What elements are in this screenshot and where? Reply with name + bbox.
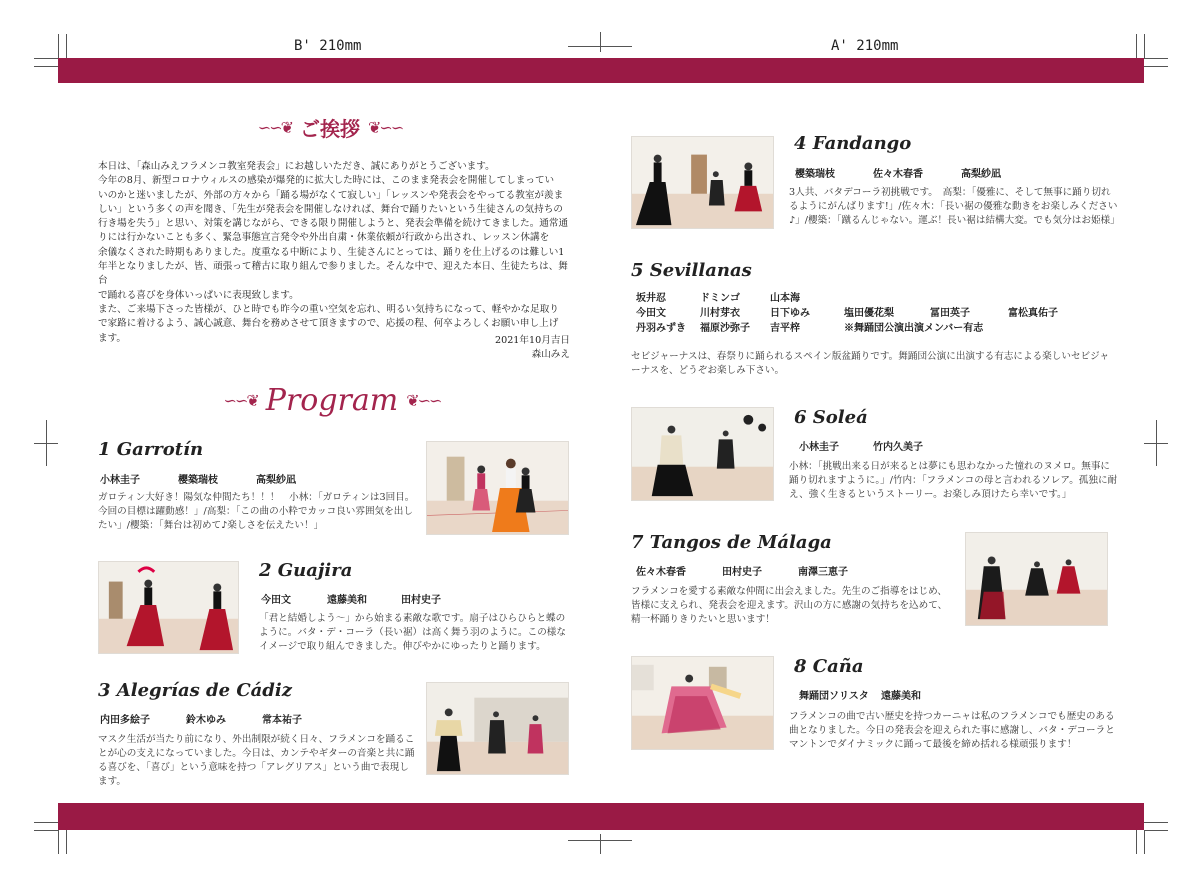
section-title-8: 8 Caña <box>794 656 864 677</box>
section-title-1: 1 Garrotín <box>98 439 203 460</box>
crop-mark <box>1144 66 1168 67</box>
performer: 高梨紗凪 <box>256 475 296 486</box>
crop-mark <box>1144 58 1168 59</box>
greeting-line: りには行かないことも多く、緊急事態宣言発令や外出自粛・休業依頼が行政から出され、レッスン休講を <box>98 232 550 244</box>
photo-solea <box>631 407 774 501</box>
photo-fandango <box>631 136 774 229</box>
performer: 竹内久美子 <box>873 442 923 453</box>
greeting-heading <box>230 113 430 141</box>
crop-mark <box>600 834 601 854</box>
section-title-4: 4 Fandango <box>794 133 911 154</box>
performer-row <box>636 291 1058 306</box>
crop-mark <box>46 420 47 466</box>
description-8: フラメンコの曲で古い歴史を持つカーニャは私のフラメンコでも歴史のある曲となりました。今日の発表会を迎えられた事に感謝し、バタ・デコーラとマントンでダイナミックに踊って最後を締め括れる様頑張ります！ <box>789 711 1115 750</box>
crop-mark <box>1144 822 1168 823</box>
crop-mark <box>34 66 58 67</box>
section-title-2: 2 Guajira <box>259 560 352 581</box>
performers-1 <box>100 471 296 486</box>
photo-guajira <box>98 561 239 654</box>
greeting-line: ます。 <box>98 332 127 344</box>
crop-mark <box>66 830 67 854</box>
performer: 内田多絵子 <box>100 715 150 726</box>
greeting-signer: 森山みえ <box>531 349 570 361</box>
performer: 南澤三恵子 <box>798 567 848 578</box>
description-5: セビジャーナスは、春祭りに踊られるスペイン版盆踊りです。舞踊団公演に出演する有志による楽しいセビジャーナスを、どうぞお楽しみ下さい。 <box>631 351 1110 376</box>
performer: 川村芽衣 <box>700 308 740 319</box>
crop-mark <box>34 822 58 823</box>
performer: 遠藤美和 <box>881 691 921 702</box>
performer: 小林圭子 <box>100 475 140 486</box>
performer: 遠藤美和 <box>327 595 367 606</box>
performer: 鈴木ゆみ <box>186 715 226 726</box>
description-7: フラメンコを愛する素敵な仲間に出会えました。先生のご指導をはじめ、皆様に支えられ、発表会を迎えます。沢山の方に感謝の気持ちを込めて、精一杯踊りきりたいと思います！ <box>631 586 948 625</box>
performer: 丹羽みずき <box>636 323 686 334</box>
left-ornament-icon: ∽∽❦ <box>257 117 292 137</box>
greeting-line: しい」という多くの声を聞き、「先生が発表会を開催しなければ、舞台で踊りたいという生徒さんの気持ちの <box>98 203 563 215</box>
performers-5 <box>636 291 1058 336</box>
section-title-5: 5 Sevillanas <box>631 260 752 281</box>
performer: 吉平梓 <box>770 323 800 334</box>
section-title-6: 6 Soleá <box>794 407 868 428</box>
performer: 櫻築瑞枝 <box>178 475 218 486</box>
crop-mark <box>58 830 59 854</box>
greeting-line: 年半となりましたが、皆、頑張って稽古に取り組んで参りました。そんな中で、迎えた本日、生徒たちは、舞台 <box>98 261 568 287</box>
description-1: ガロティン大好き！陽気な仲間たち！！！ 小林：「ガロティンは3回目。今回の目標は躍動感！」/高梨：「この曲の小粋でカッコ良い雰囲気を出したい」/櫻築：「舞台は初めて♪楽しさを伝えたい！」 <box>98 492 415 531</box>
description-6: 小林：「挑戦出来る日が来るとは夢にも思わなかった憧れのヌメロ。無事に踊り切れますように。」/竹内：「フラメンコの母と言われるソレア。孤独に耐え、強く生きるというストーリー。お楽しみ頂けたら幸いです。」 <box>789 461 1118 500</box>
performer: 塩田優花梨 <box>844 308 894 319</box>
performer: 櫻築瑞枝 <box>795 169 835 180</box>
right-ornament-icon: ❦∽∽ <box>406 390 441 410</box>
description-4: 3人共、バタデコーラ初挑戦です。 高梨：「優雅に、そして無事に踊り切れるようにがんばります!」/佐々木：「長い裾の優雅な動きをお楽しみください♪」/櫻築：「蹴るんじゃない。運ぶ！長い裾は結構大変。でも気分はお姫様」 <box>789 187 1120 226</box>
crop-mark <box>1136 830 1137 854</box>
performer: 今田文 <box>636 308 666 319</box>
performer: 舞踊団ソリスタ <box>799 691 869 702</box>
section-title-7: 7 Tangos de Málaga <box>631 532 832 553</box>
crop-mark <box>34 58 58 59</box>
performer: 田村史子 <box>401 595 441 606</box>
performers-3 <box>100 711 302 726</box>
performers-7 <box>636 563 848 578</box>
crop-mark <box>1136 34 1137 58</box>
description-2: 「君と結婚しよう〜」から始まる素敵な歌です。扇子はひらひらと蝶のように。バタ・デ・コーラ（長い裾）は高く舞う羽のように。この様なイメージで取り組んできました。伸びやかにゆったりと踊ります。 <box>259 613 566 652</box>
dimension-label-right: A' 210mm <box>831 38 899 54</box>
performers-6 <box>799 438 923 453</box>
description-3: マスク生活が当たり前になり、外出制限が続く日々、フラメンコを踊ることが心の支えになっていました。今日は、カンテやギターの音楽と共に踊る喜びを、「喜び」という意味を持つ「アレグリアス」という曲で表現します。 <box>98 734 415 787</box>
performer: 佐々木春香 <box>873 169 923 180</box>
program-title: Program <box>265 382 399 418</box>
performers-2 <box>261 591 441 606</box>
crop-mark <box>58 34 59 58</box>
bottom-band <box>58 803 1144 830</box>
greeting-body <box>98 160 573 346</box>
performer: 常本祐子 <box>262 715 302 726</box>
greeting-date: 2021年10月吉日 <box>495 335 570 346</box>
performer: 富松真佑子 <box>1008 308 1058 319</box>
crop-mark <box>1156 420 1157 466</box>
performer: 小林圭子 <box>799 442 839 453</box>
greeting-line: で踊れる喜びを身体いっぱいに表現致します。 <box>98 289 299 301</box>
crop-mark <box>568 46 632 47</box>
performer: 坂井忍 <box>636 293 666 304</box>
greeting-line: 本日は、「森山みえフラメンコ教室発表会」にお越しいただき、誠にありがとうございます。 <box>98 161 495 172</box>
greeting-line: いのかと迷いましたが、外部の方々から「踊る場がなくて寂しい」「レッスンや発表会をやってる教室が羨ま <box>98 189 564 201</box>
crop-mark <box>600 32 601 52</box>
crop-mark <box>1144 34 1145 58</box>
photo-alegrias <box>426 682 569 775</box>
crop-mark <box>34 830 58 831</box>
greeting-line: 余儀なくされた時期もありました。度重なる中断により、生徒さんにとっては、踊りを仕上げるのは難しい1 <box>98 246 565 258</box>
performer: 佐々木春香 <box>636 567 686 578</box>
greeting-line: 行き場を失う」と思い、対策を講じながら、できる限り開催しようと、発表会準備を続けてきました。通常通 <box>98 218 569 230</box>
greeting-line: また、ご来場下さった皆様が、ひと時でも昨今の重い空気を忘れ、明るい気持ちになって、軽やかな足取り <box>98 303 559 315</box>
performer: ドミンゴ <box>700 293 740 304</box>
greeting-line: で家路に着けるよう、誠心誠意、舞台を務めさせて頂きますので、応援の程、何卒よろしくお願い申し上げ <box>98 318 559 330</box>
performer: 福原沙弥子 <box>700 323 750 334</box>
performers-4 <box>795 165 1001 180</box>
top-band <box>58 58 1144 83</box>
performers-8 <box>799 687 921 702</box>
right-ornament-icon: ❦∽∽ <box>368 117 403 137</box>
greeting-signature <box>420 334 570 363</box>
performer-row <box>636 306 1058 321</box>
crop-mark <box>1144 830 1145 854</box>
photo-cana <box>631 656 774 750</box>
greeting-line: 今年の8月、新型コロナウィルスの感染が爆発的に拡大した時には、このまま発表会を開催してしまってい <box>98 175 555 187</box>
performer: 高梨紗凪 <box>961 169 1001 180</box>
performer: 田村史子 <box>722 567 762 578</box>
crop-mark <box>1144 830 1168 831</box>
performer: 日下ゆみ <box>770 308 810 319</box>
photo-garrotin <box>426 441 569 535</box>
dimension-label-left: B' 210mm <box>294 38 362 54</box>
performer-note: ※舞踊団公演出演メンバー有志 <box>844 323 984 334</box>
photo-tangos <box>965 532 1108 626</box>
greeting-title: ご挨拶 <box>300 116 360 141</box>
performer: 山本海 <box>770 293 800 304</box>
section-title-3: 3 Alegrías de Cádiz <box>98 680 292 701</box>
performer: 今田文 <box>261 595 291 606</box>
crop-mark <box>66 34 67 58</box>
crop-mark <box>568 840 632 841</box>
performer: 冨田英子 <box>930 308 970 319</box>
left-ornament-icon: ∽∽❦ <box>223 390 258 410</box>
performer-row <box>636 321 1058 336</box>
program-heading <box>222 378 442 422</box>
